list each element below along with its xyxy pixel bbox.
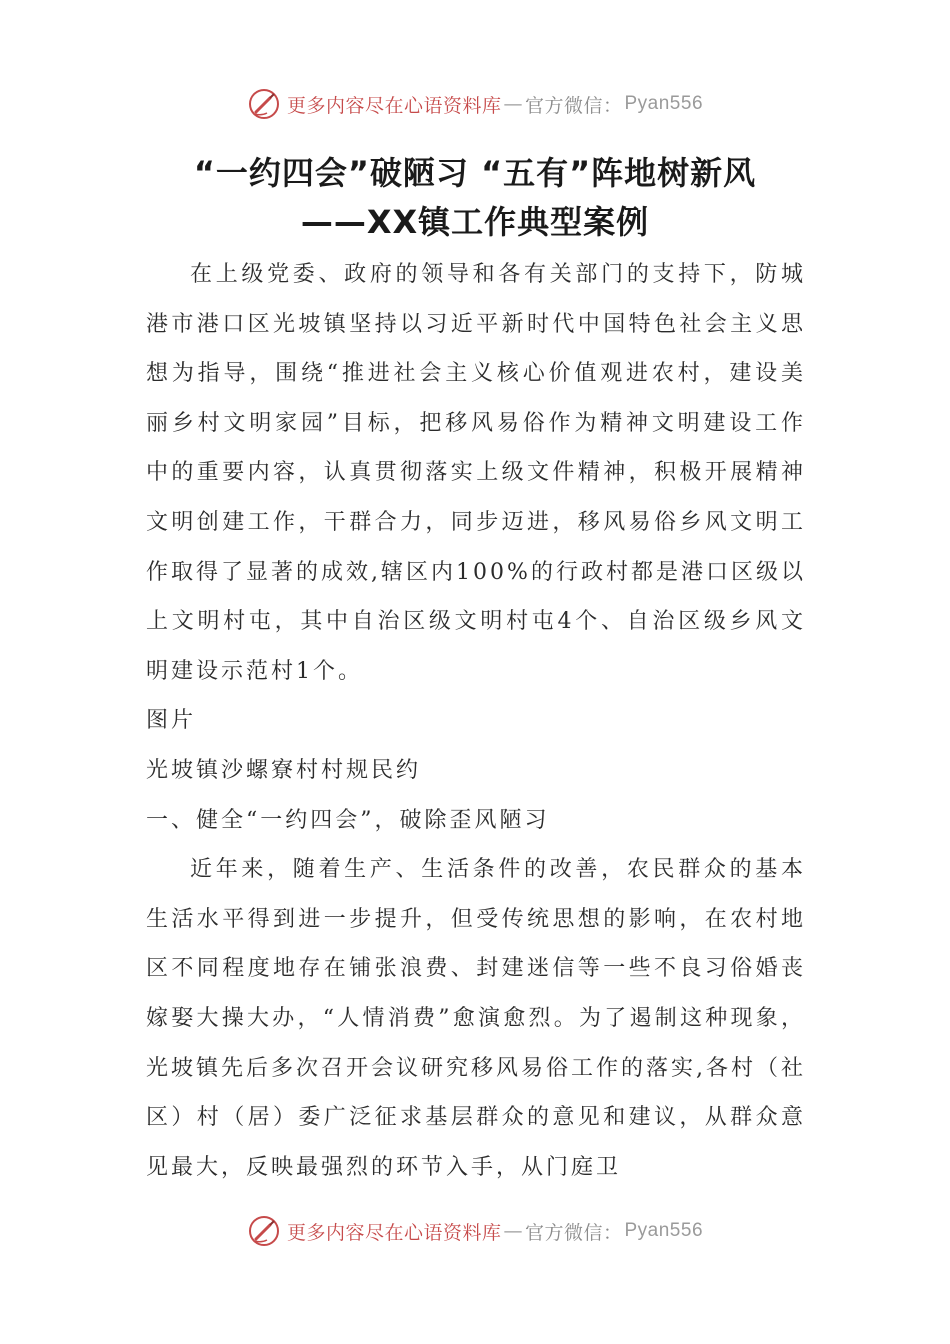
- document-subtitle: ——XX镇工作典型案例: [300, 203, 650, 241]
- section-heading: 一、健全“一约四会”，破除歪风陋习: [146, 807, 550, 833]
- image-placeholder-label: 图片: [146, 708, 197, 734]
- document-body: [146, 250, 806, 1192]
- document-title: “一约四会”破陋习 “五有”阵地树新风: [193, 154, 757, 192]
- watermark-wechat-id: Pyan556: [624, 93, 704, 114]
- watermark-banner-top: [0, 84, 950, 124]
- watermark-main-text: 更多内容尽在心语资料库: [286, 1221, 502, 1244]
- intro-paragraph: 在上级党委、政府的领导和各有关部门的支持下，防城港市港口区光坡镇坚持以习近平新时代中国特色社会主义思想为指导，围绕“推进社会主义核心价值观进农村，建设美丽乡村文明家园”目标，把移风易俗作为精神文明建设工作中的重要内容，认真贯彻落实上级文件精神，积极开展精神文明创建工作，干群合力，同步迈进，移风易俗乡风文明工作取得了显著的成效,辖区内100%的行政村都是港口区级以上文明村屯，其中自治区级文明村屯4个、自治区级乡风文明建设示范村1个。: [146, 262, 806, 684]
- pen-logo-icon: [247, 87, 281, 121]
- watermark-dash: —: [503, 1220, 523, 1242]
- watermark-wechat-id: Pyan556: [624, 1220, 704, 1241]
- pen-logo-icon: [247, 1214, 281, 1248]
- watermark-dash: —: [503, 93, 523, 115]
- body-paragraph: 近年来，随着生产、生活条件的改善，农民群众的基本生活水平得到进一步提升，但受传统思想的影响，在农村地区不同程度地存在铺张浪费、封建迷信等一些不良习俗婚丧嫁娶大操大办，“人情消费”愈演愈烈。为了遏制这种现象，光坡镇先后多次召开会议研究移风易俗工作的落实,各村（社区）村（居）委广泛征求基层群众的意见和建议，从群众意见最大，反映最强烈的环节入手，从门庭卫: [146, 857, 806, 1180]
- watermark-main-text: 更多内容尽在心语资料库: [286, 94, 502, 117]
- watermark-sub-text: 官方微信：: [524, 94, 623, 117]
- image-caption: 光坡镇沙螺寮村村规民约: [146, 757, 422, 783]
- watermark-banner-bottom: [0, 1211, 950, 1251]
- watermark-sub-text: 官方微信：: [524, 1221, 623, 1244]
